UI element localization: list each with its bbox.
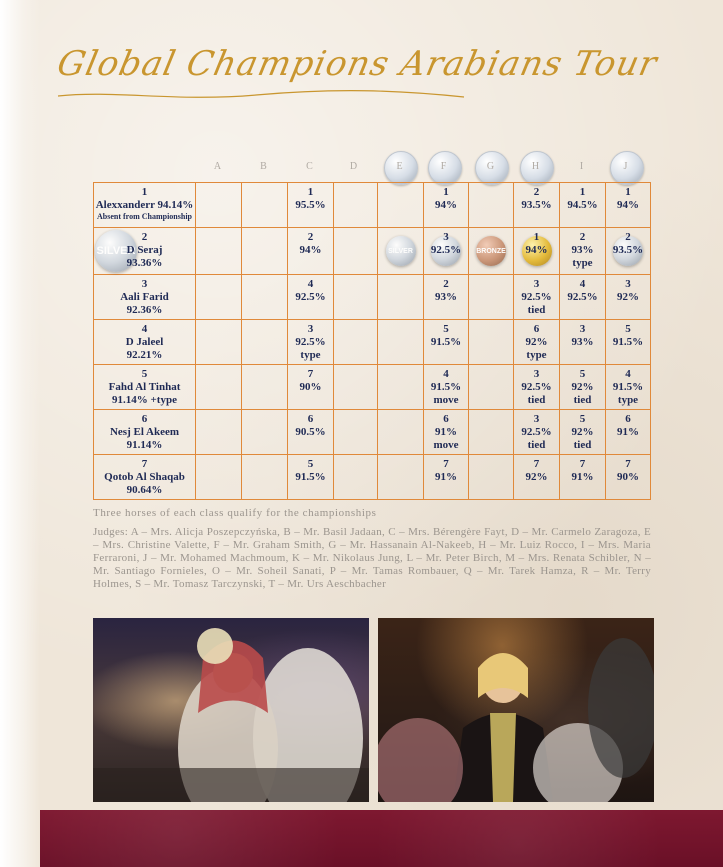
placing: 1 xyxy=(443,186,449,198)
score-cell-b xyxy=(242,320,288,365)
score: 92% xyxy=(571,426,594,438)
table-row xyxy=(94,455,651,500)
score: 90% xyxy=(617,471,639,483)
page-title: Global Champions Arabians Tour xyxy=(53,44,661,84)
placing: 7 xyxy=(443,458,449,470)
placing: 4 xyxy=(443,368,449,380)
placing: 7 xyxy=(533,458,540,470)
silver-medal-icon: SILVER xyxy=(386,236,416,266)
score: 93.5% xyxy=(612,244,644,256)
score: 94% xyxy=(617,199,639,211)
score: 93.5% xyxy=(521,199,552,211)
column-header-j: J xyxy=(623,161,629,172)
score-cell-g xyxy=(469,228,514,275)
score-cell-e xyxy=(378,455,424,500)
event-photo-handler xyxy=(93,618,369,802)
tiebreak-note: tied xyxy=(527,394,546,406)
score-cell-b xyxy=(242,365,288,410)
qualification-note: Three horses of each class qualify for the championships xyxy=(93,507,377,519)
score-cell-e xyxy=(378,228,424,275)
horse-rank: 1 xyxy=(141,186,148,198)
horse-score: 91.14% xyxy=(126,439,163,451)
horse-rank: 5 xyxy=(141,368,148,380)
horse-name: Fahd Al Tinhat xyxy=(108,381,181,393)
placing: 5 xyxy=(579,413,586,425)
score: 93% xyxy=(571,336,594,348)
placing: 2 xyxy=(533,186,540,198)
column-header-i: I xyxy=(579,161,585,172)
score: 92% xyxy=(525,336,548,348)
tiebreak-note: tied xyxy=(573,394,592,406)
score-cell-g xyxy=(469,455,514,500)
horse-note: Absent from Championship xyxy=(97,212,192,221)
placing: 1 xyxy=(533,231,540,243)
placing: 4 xyxy=(307,278,314,290)
footer-banner xyxy=(40,810,723,867)
score-cell-a xyxy=(196,455,242,500)
score: 92.5% xyxy=(521,291,552,303)
column-header-f: F xyxy=(440,161,448,172)
horse-cell xyxy=(94,455,196,500)
score-cell-h xyxy=(514,410,560,455)
score: 90.5% xyxy=(295,426,326,438)
horse-cell xyxy=(94,275,196,320)
score-cell-f xyxy=(424,455,469,500)
score-cell-d xyxy=(334,410,378,455)
score-cell-g xyxy=(469,410,514,455)
score-cell-d xyxy=(334,365,378,410)
score-cell-g xyxy=(469,183,514,228)
event-photo-spectators xyxy=(378,618,654,802)
horse-cell xyxy=(94,365,196,410)
placing: 2 xyxy=(625,231,631,243)
score-cell-e xyxy=(378,365,424,410)
table-row xyxy=(94,228,651,275)
score-cell-j xyxy=(606,275,651,320)
score: 91.5% xyxy=(430,381,462,393)
score-cell-b xyxy=(242,228,288,275)
horse-name: D Jaleel xyxy=(125,336,164,348)
horse-name: Qotob Al Shaqab xyxy=(104,471,185,483)
score-cell-c xyxy=(288,365,334,410)
placing: 3 xyxy=(625,278,631,290)
score-cell-c xyxy=(288,228,334,275)
placing: 3 xyxy=(307,323,314,335)
column-header-h: H xyxy=(531,161,541,172)
horse-score: 90.64% xyxy=(126,484,163,496)
score-cell-f xyxy=(424,228,469,275)
score-cell-i xyxy=(560,365,606,410)
placing: 7 xyxy=(579,458,586,470)
score-cell-h xyxy=(514,183,560,228)
score-cell-h xyxy=(514,275,560,320)
tiebreak-note: tied xyxy=(573,439,592,451)
score: 92.5% xyxy=(567,291,598,303)
score: 94% xyxy=(435,199,457,211)
horse-name: Nesj El Akeem xyxy=(109,426,180,438)
tiebreak-note: tied xyxy=(527,304,546,316)
placing: 4 xyxy=(625,368,631,380)
score-cell-j xyxy=(606,365,651,410)
placing: 6 xyxy=(443,413,449,425)
horse-score: 91.14% +type xyxy=(112,394,177,406)
title-flourish xyxy=(56,88,466,102)
placing: 3 xyxy=(533,413,540,425)
score-cell-e xyxy=(378,410,424,455)
horse-cell xyxy=(94,320,196,365)
placing: 2 xyxy=(443,278,449,290)
score: 92.5% xyxy=(295,336,326,348)
horse-score: 93.36% xyxy=(126,257,163,269)
score: 92% xyxy=(617,291,639,303)
score-cell-j xyxy=(606,410,651,455)
score-cell-a xyxy=(196,320,242,365)
table-row xyxy=(94,410,651,455)
score-cell-a xyxy=(196,228,242,275)
score-cell-e xyxy=(378,275,424,320)
score-cell-h xyxy=(514,365,560,410)
horse-rank: 6 xyxy=(141,413,148,425)
score-cell-f xyxy=(424,183,469,228)
placing: 7 xyxy=(307,368,314,380)
score: 93% xyxy=(435,291,457,303)
placing: 3 xyxy=(579,323,586,335)
score: 92% xyxy=(525,471,548,483)
horse-rank: 4 xyxy=(141,323,148,335)
score: 92.5% xyxy=(295,291,326,303)
silver-medal-icon: SILVER xyxy=(95,230,137,272)
placing: 5 xyxy=(579,368,586,380)
score-cell-h xyxy=(514,320,560,365)
score: 91.5% xyxy=(612,336,644,348)
column-header-b: B xyxy=(260,161,268,172)
score-cell-e xyxy=(378,183,424,228)
tiebreak-note: type xyxy=(526,349,547,361)
score-cell-h xyxy=(514,455,560,500)
score-cell-f xyxy=(424,320,469,365)
column-header-a: A xyxy=(213,161,223,172)
placing: 2 xyxy=(307,231,314,243)
score-cell-g xyxy=(469,275,514,320)
score-cell-b xyxy=(242,275,288,320)
score-cell-c xyxy=(288,320,334,365)
score-cell-j xyxy=(606,228,651,275)
score-cell-b xyxy=(242,455,288,500)
score-cell-f xyxy=(424,275,469,320)
score: 94.5% xyxy=(567,199,598,211)
placing: 1 xyxy=(307,186,314,198)
placing: 3 xyxy=(533,278,540,290)
horse-rank: 7 xyxy=(141,458,148,470)
score-cell-d xyxy=(334,228,378,275)
placing: 5 xyxy=(307,458,314,470)
placing: 5 xyxy=(443,323,449,335)
score-cell-d xyxy=(334,275,378,320)
score: 93% xyxy=(571,244,594,256)
table-row xyxy=(94,275,651,320)
score-cell-h xyxy=(514,228,560,275)
score: 91% xyxy=(435,471,457,483)
tiebreak-note: type xyxy=(300,349,321,361)
score: 94% xyxy=(525,244,548,256)
score: 92.5% xyxy=(430,244,462,256)
score-cell-j xyxy=(606,455,651,500)
column-header-c: C xyxy=(306,161,314,172)
placing: 6 xyxy=(533,323,540,335)
column-header-d: D xyxy=(349,161,359,172)
placing: 3 xyxy=(443,231,449,243)
judges-list: Judges: A – Mrs. Alicja Poszepczyńska, B – Mr. Basil Jadaan, C – Mrs. Bérengère Fayt, D – Mr. Carmelo Zaragoza, E – Mrs. Christine Valette, F – Mr. Graham Smith, G – Mr. Hassanain Al-Nakeeb, H – Mr. Luiz Rocco, I – Mrs. Maria Ferraroni, J – Mr. Mohamed Machmoum, K – Mr. Nikolaus Jung, L – Mr. Peter Birch, M – Mrs. Renata Schibler, N – Mr. Santiago Fornieles, O – Mr. Soheil Sanati, P – Mr. Tamas Rombauer, Q – Mr. Tarek Hamza, R – Mr. Terry Holmes, S – Mr. Tomasz Tarczynski, T – Mr. Urs Aeschbacher xyxy=(93,526,651,590)
score-cell-a xyxy=(196,410,242,455)
score-cell-a xyxy=(196,275,242,320)
placing: 5 xyxy=(625,323,631,335)
horse-rank: 2 xyxy=(141,231,148,243)
placing: 1 xyxy=(625,186,631,198)
placing: 7 xyxy=(625,458,631,470)
table-row xyxy=(94,365,651,410)
score-cell-c xyxy=(288,410,334,455)
results-table xyxy=(93,182,651,500)
tiebreak-note: move xyxy=(433,439,459,451)
horse-name: Aali Farid xyxy=(120,291,169,303)
score-cell-i xyxy=(560,455,606,500)
placing: 6 xyxy=(307,413,314,425)
horse-name: D Seraj xyxy=(126,244,163,256)
horse-cell xyxy=(94,183,196,228)
bronze-medal-icon: BRONZE xyxy=(476,236,506,266)
score-cell-d xyxy=(334,320,378,365)
tiebreak-note: type xyxy=(572,257,593,269)
score-cell-d xyxy=(334,455,378,500)
score-cell-a xyxy=(196,365,242,410)
score-cell-b xyxy=(242,183,288,228)
score-cell-e xyxy=(378,320,424,365)
score: 92.5% xyxy=(521,426,552,438)
score: 90% xyxy=(299,381,322,393)
score-cell-j xyxy=(606,183,651,228)
score: 91.5% xyxy=(430,336,462,348)
score-cell-b xyxy=(242,410,288,455)
score-cell-f xyxy=(424,410,469,455)
score-cell-j xyxy=(606,320,651,365)
score-cell-g xyxy=(469,320,514,365)
score-cell-i xyxy=(560,275,606,320)
horse-cell xyxy=(94,410,196,455)
table-row xyxy=(94,320,651,365)
score-cell-i xyxy=(560,228,606,275)
horse-rank: 3 xyxy=(141,278,148,290)
placing: 6 xyxy=(625,413,631,425)
score-cell-c xyxy=(288,455,334,500)
score-cell-i xyxy=(560,320,606,365)
score-cell-c xyxy=(288,275,334,320)
horse-name: Alexxanderr 94.14% xyxy=(95,199,194,211)
score: 94% xyxy=(299,244,322,256)
score: 91.5% xyxy=(295,471,326,483)
score: 91% xyxy=(571,471,594,483)
placing: 4 xyxy=(579,278,586,290)
placing: 1 xyxy=(579,186,586,198)
score: 91% xyxy=(617,426,639,438)
table-row xyxy=(94,183,651,228)
placing: 2 xyxy=(579,231,586,243)
score-cell-f xyxy=(424,365,469,410)
horse-score: 92.21% xyxy=(126,349,163,361)
score-cell-d xyxy=(334,183,378,228)
left-shade xyxy=(0,0,40,867)
score: 92.5% xyxy=(521,381,552,393)
placing: 3 xyxy=(533,368,540,380)
score: 91.5% xyxy=(612,381,644,393)
tiebreak-note: type xyxy=(617,394,639,406)
score-cell-g xyxy=(469,365,514,410)
tiebreak-note: move xyxy=(433,394,459,406)
score-cell-i xyxy=(560,410,606,455)
score-cell-c xyxy=(288,183,334,228)
horse-cell xyxy=(94,228,196,275)
score-cell-a xyxy=(196,183,242,228)
score: 95.5% xyxy=(295,199,326,211)
column-header-e: E xyxy=(396,161,404,172)
score-cell-i xyxy=(560,183,606,228)
column-header-g: G xyxy=(486,161,496,172)
score: 92% xyxy=(571,381,594,393)
tiebreak-note: tied xyxy=(527,439,546,451)
horse-score: 92.36% xyxy=(126,304,163,316)
score: 91% xyxy=(435,426,457,438)
